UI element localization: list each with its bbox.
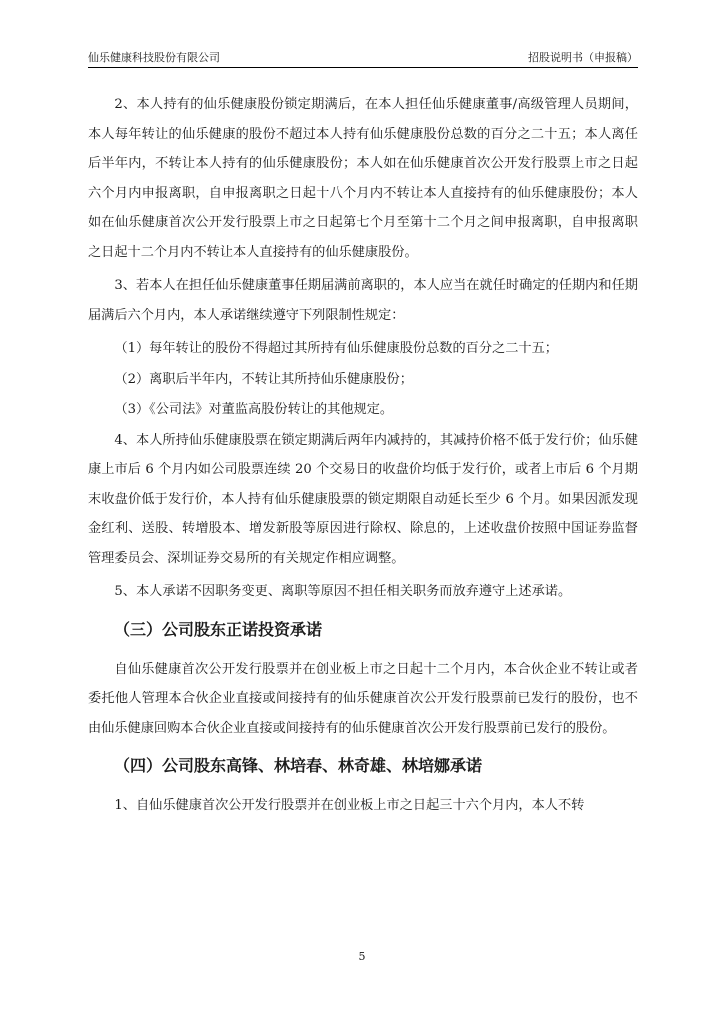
paragraph-5: 5、本人承诺不因职务变更、离职等原因不担任相关职务而放弃遵守上述承诺。 — [114, 584, 572, 599]
header-company: 仙乐健康科技股份有限公司 — [88, 51, 220, 64]
restriction-item-3: （3）《公司法》对董监高股份转让的其他规定。 — [114, 402, 394, 417]
paragraph-2: 2、本人持有的仙乐健康股份锁定期满后，在本人担任仙乐健康董事/高级管理人员期间，本人每年转让的仙乐健康的股份不超过本人持有仙乐健康股份总数的百分之二十五；本人离任后半年内，不转让本人持有的仙乐健康股份；本人如在仙乐健康首次公开发行股票上市之日起六个月内申报离职，自申报离职之日起十八个月内不转让本人直接持有的仙乐健康股份；本人如在仙乐健康首次公开发行股票上市之日起第七个月至第十二个月之间申报离职，自申报离职之日起十二个月内不转让本人直接持有的仙乐健康股份。 — [88, 97, 638, 260]
restriction-item-1: （1）每年转让的股份不得超过其所持有仙乐健康股份总数的百分之二十五； — [114, 341, 558, 356]
page-content — [88, 90, 638, 825]
restriction-item-2: （2）离职后半年内，不转让其所持仙乐健康股份； — [114, 371, 413, 387]
page-number: 5 — [358, 950, 366, 963]
header-rule — [88, 67, 638, 68]
section-3-body: 自仙乐健康首次公开发行股票并在创业板上市之日起十二个月内，本合伙企业不转让或者委托他人管理本合伙企业直接或间接持有的仙乐健康首次公开发行股票前已发行的股份，也不由仙乐健康回购本合伙企业直接或间接持有的仙乐健康首次公开发行股票前已发行的股份。 — [88, 661, 638, 736]
paragraph-4: 4、本人所持仙乐健康股票在锁定期满后两年内减持的，其减持价格不低于发行价；仙乐健康上市后 6 个月内如公司股票连续 20 个交易日的收盘价均低于发行价，或者上市后 6 个月期末收盘价低于发行价，本人持有仙乐健康股票的锁定期限自动延长至少 6 个月。如果因派发现金红利、送股、转增股本、增发新股等原因进行除权、除息的，上述收盘价按照中国证券监督管理委员会、深圳证券交易所的有关规定作相应调整。 — [88, 432, 638, 566]
section-3-heading: （三）公司股东正诺投资承诺 — [114, 619, 323, 639]
paragraph-3: 3、若本人在担任仙乐健康董事任期届满前离职的，本人应当在就任时确定的任期内和任期届满后六个月内，本人承诺继续遵守下列限制性规定： — [88, 278, 638, 323]
page-header — [88, 50, 638, 66]
section-4-heading: （四）公司股东高锋、林培春、林奇雄、林培娜承诺 — [114, 756, 483, 775]
header-doc-type: 招股说明书（申报稿） — [528, 51, 638, 64]
section-4-body: 1、自仙乐健康首次公开发行股票并在创业板上市之日起三十六个月内，本人不转 — [114, 798, 585, 813]
